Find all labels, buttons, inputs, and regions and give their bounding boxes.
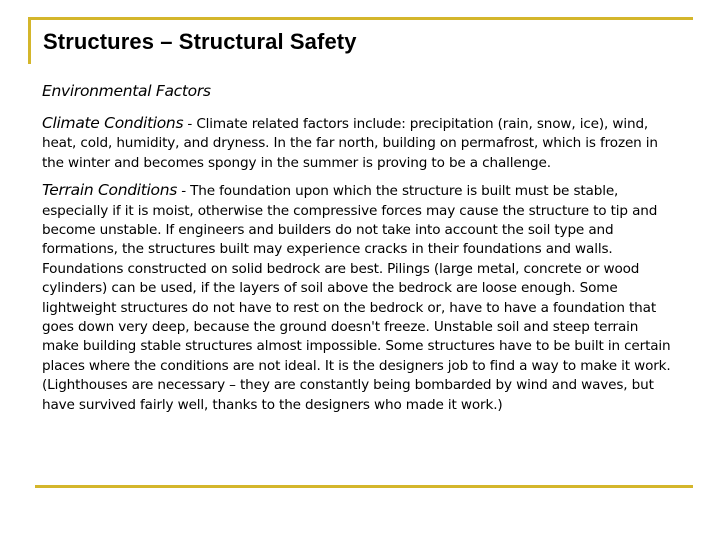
slide-body	[42, 82, 674, 423]
terrain-conditions-text: The foundation upon which the structure is built must be stable, especially if it is moist, otherwise the compressive forces may cause the structure to tip and become unstable. If engineers and builders do not take into account the soil type and formations, the structures built may experience cracks in their foundations and walls. Foundations constructed on solid bedrock are best. Pilings (large metal, concrete or wood cylinders) can be used, if the layers of soil above the bedrock are loose enough. Some lightweight structures do not have to rest on the bedrock or, have to have a foundation that goes down very deep, because the ground doesn't freeze. Unstable soil and steep terrain make building stable structures almost impossible. Some structures have to be built in certain places where the conditions are not ideal. It is the designers job to find a way to make it work. (Lighthouses are necessary – they are constantly being bombarded by wind and waves, but have survived fairly well, thanks to the designers who made it work.)	[42, 183, 671, 413]
climate-conditions-term: Climate Conditions	[42, 114, 184, 132]
terrain-conditions-separator: -	[177, 183, 191, 200]
climate-conditions-paragraph	[42, 114, 674, 173]
climate-conditions-text: Climate related factors include: precipitation (rain, snow, ice), wind, heat, cold, humidity, and dryness. In the far north, building on permafrost, which is frozen in the winter and becomes spongy in the summer is proving to be a challenge.	[42, 116, 658, 171]
accent-rule-top	[28, 17, 693, 20]
accent-rule-bottom	[35, 485, 693, 488]
section-subheading: Environmental Factors	[42, 82, 211, 100]
climate-conditions-separator: -	[183, 116, 197, 132]
terrain-conditions-paragraph	[42, 181, 674, 415]
accent-rule-vertical	[28, 17, 31, 64]
slide-title: Structures – Structural Safety	[43, 29, 357, 54]
terrain-conditions-term: Terrain Conditions	[42, 181, 178, 200]
